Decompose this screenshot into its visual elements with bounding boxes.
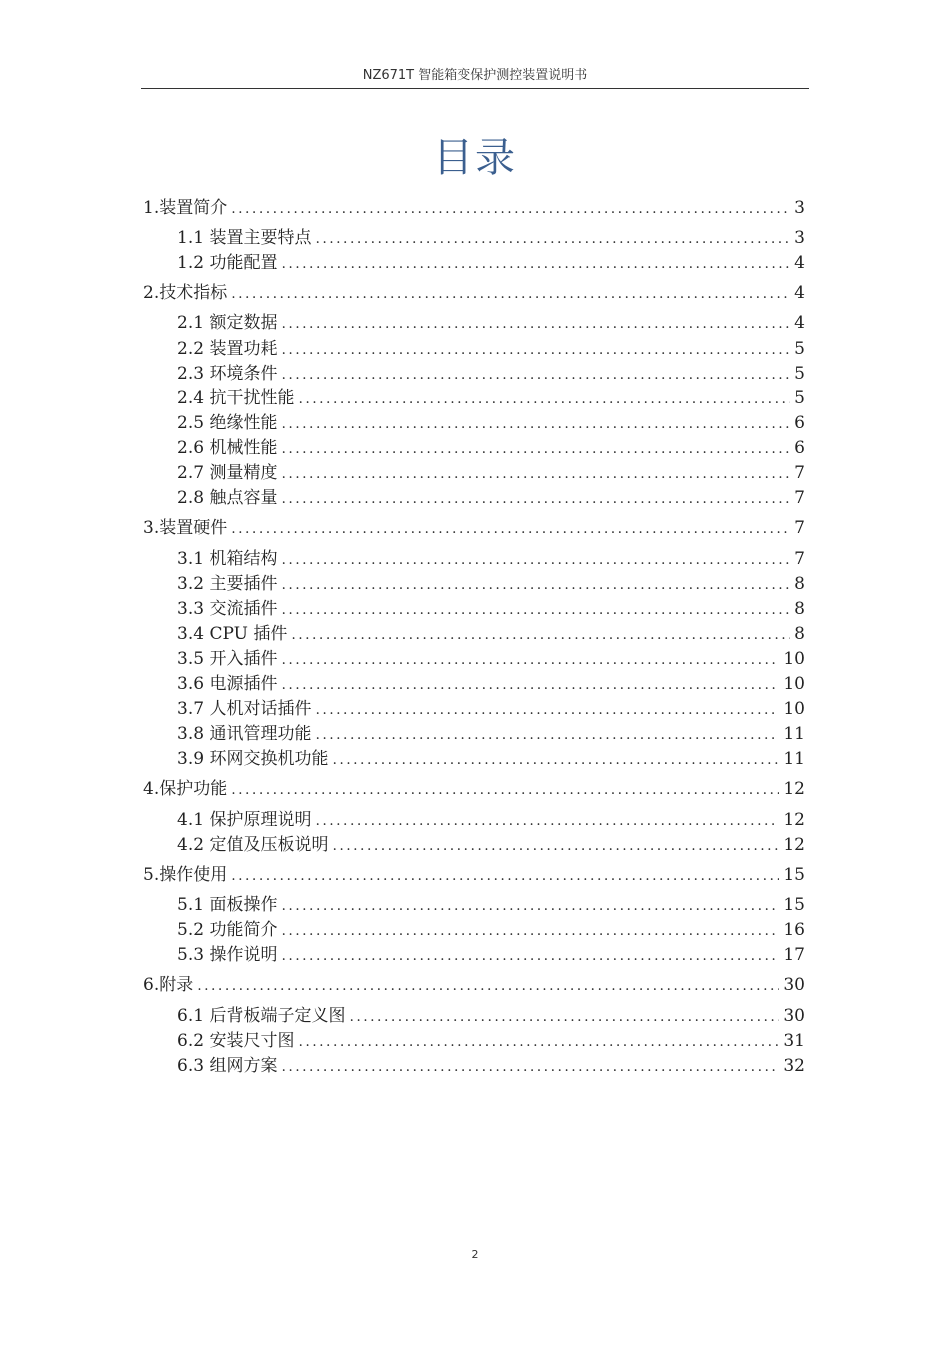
toc-entry[interactable] [177,386,805,410]
toc-entry[interactable] [177,362,805,386]
toc-entry-label: 2.2 装置功耗 [177,339,278,359]
toc-entry-label: 1.装置简介 [143,198,228,218]
toc-entry-page: 15 [783,895,805,915]
toc-leader-dots [281,894,779,918]
toc-entry-label: 2.5 绝缘性能 [177,413,278,433]
toc-entry-label: 3.8 通讯管理功能 [177,724,312,744]
toc-entry-label: 4.保护功能 [143,779,228,799]
toc-leader-dots [231,778,779,802]
toc-entry[interactable] [177,672,805,696]
toc-entry-label: 2.技术指标 [143,283,228,303]
toc-entry[interactable] [177,337,805,361]
toc-entry[interactable] [177,747,805,771]
toc-leader-dots [298,387,790,411]
toc-entry[interactable] [143,281,805,305]
toc-leader-dots [231,864,779,888]
toc-entry-label: 5.2 功能简介 [177,920,278,940]
toc-leader-dots [281,462,790,486]
toc-entry-label: 4.1 保护原理说明 [177,810,312,830]
toc-entry-page: 7 [794,488,805,508]
toc-entry-label: 6.附录 [143,975,194,995]
toc-entry[interactable] [177,697,805,721]
toc-entry-label: 3.7 人机对话插件 [177,699,312,719]
toc-entry-label: 3.5 开入插件 [177,649,278,669]
toc-entry-page: 30 [783,975,805,995]
toc-entry-label: 4.2 定值及压板说明 [177,835,329,855]
toc-leader-dots [281,648,779,672]
toc-leader-dots [281,412,790,436]
toc-leader-dots [315,809,779,833]
toc-entry-label: 2.3 环境条件 [177,364,278,384]
toc-leader-dots [298,1030,779,1054]
toc-leader-dots [315,227,790,251]
toc-entry[interactable] [177,622,805,646]
toc-leader-dots [281,598,790,622]
toc-entry[interactable] [177,808,805,832]
toc-entry[interactable] [177,647,805,671]
toc-entry-label: 2.1 额定数据 [177,313,278,333]
toc-leader-dots [281,312,790,336]
toc-entry-label: 2.6 机械性能 [177,438,278,458]
toc-entry-label: 2.7 测量精度 [177,463,278,483]
toc-entry-page: 7 [794,463,805,483]
toc-entry-label: 3.3 交流插件 [177,599,278,619]
page-header: NZ671T 智能箱变保护测控装置说明书 [141,66,809,89]
toc-leader-dots [281,1055,779,1079]
toc-entry-page: 6 [794,438,805,458]
toc-entry-page: 8 [794,599,805,619]
toc-entry[interactable] [177,226,805,250]
toc-entry[interactable] [177,943,805,967]
toc-entry-page: 31 [783,1031,805,1051]
toc-entry-label: 3.2 主要插件 [177,574,278,594]
toc-entry-page: 12 [783,835,805,855]
toc-leader-dots [281,673,779,697]
toc-leader-dots [315,723,779,747]
toc-entry[interactable] [143,196,805,220]
toc-entry-page: 5 [794,364,805,384]
toc-entry-page: 15 [783,865,805,885]
toc-entry-page: 7 [794,518,805,538]
toc-entry-label: 5.操作使用 [143,865,228,885]
toc-entry-page: 8 [794,624,805,644]
toc-entry-page: 11 [783,724,805,744]
toc-entry[interactable] [143,777,805,801]
toc-leader-dots [231,197,790,221]
toc-leader-dots [291,623,790,647]
toc-leader-dots [281,437,790,461]
toc-entry[interactable] [177,311,805,335]
toc-entry-page: 32 [783,1056,805,1076]
toc-entry-label: 1.2 功能配置 [177,253,278,273]
toc-entry-label: 3.4 CPU 插件 [177,624,288,644]
toc-entry-label: 3.1 机箱结构 [177,549,278,569]
toc-entry-label: 3.装置硬件 [143,518,228,538]
toc-entry-page: 10 [783,674,805,694]
toc-leader-dots [281,944,779,968]
toc-entry-page: 7 [794,549,805,569]
toc-entry-page: 16 [783,920,805,940]
toc-entry[interactable] [143,516,805,540]
toc-leader-dots [281,252,790,276]
toc-leader-dots [315,698,779,722]
toc-entry-page: 4 [794,283,805,303]
toc-entry[interactable] [177,893,805,917]
toc-entry-page: 8 [794,574,805,594]
toc-entry[interactable] [177,547,805,571]
toc-entry-page: 5 [794,388,805,408]
toc-entry[interactable] [177,572,805,596]
toc-leader-dots [281,548,790,572]
toc-leader-dots [281,363,790,387]
toc-entry-label: 2.8 触点容量 [177,488,278,508]
toc-entry-label: 1.1 装置主要特点 [177,228,312,248]
toc-entry[interactable] [177,436,805,460]
toc-entry[interactable] [177,597,805,621]
toc-entry-label: 6.2 安装尺寸图 [177,1031,295,1051]
toc-entry-page: 12 [783,810,805,830]
toc-entry[interactable] [143,973,805,997]
toc-entry[interactable] [177,722,805,746]
toc-leader-dots [332,834,779,858]
toc-entry-page: 5 [794,339,805,359]
toc-entry-page: 4 [794,313,805,333]
page-number: 2 [471,1248,479,1261]
toc-entry[interactable] [177,1054,805,1078]
toc-entry-label: 6.1 后背板端子定义图 [177,1006,346,1026]
toc-entry[interactable] [177,461,805,485]
toc-leader-dots [281,487,790,511]
toc-entry[interactable] [143,863,805,887]
toc-leader-dots [349,1005,779,1029]
toc-leader-dots [281,919,779,943]
toc-entry-page: 12 [783,779,805,799]
toc-entry[interactable] [177,833,805,857]
toc-entry-label: 5.1 面板操作 [177,895,278,915]
toc-entry[interactable] [177,486,805,510]
toc-title: 目录 [433,135,517,181]
toc-leader-dots [281,338,790,362]
toc-entry-page: 3 [794,228,805,248]
toc-leader-dots [281,573,790,597]
toc-entry-label: 2.4 抗干扰性能 [177,388,295,408]
toc-entry-page: 6 [794,413,805,433]
toc-entry-label: 3.6 电源插件 [177,674,278,694]
toc-entry[interactable] [177,1029,805,1053]
toc-entry-page: 17 [783,945,805,965]
toc-entry-page: 10 [783,649,805,669]
toc-leader-dots [231,282,790,306]
toc-entry-label: 6.3 组网方案 [177,1056,278,1076]
toc-leader-dots [197,974,779,998]
toc-entry-page: 30 [783,1006,805,1026]
toc-entry-page: 10 [783,699,805,719]
toc-entry[interactable] [177,411,805,435]
toc-entry-page: 11 [783,749,805,769]
toc-entry-label: 5.3 操作说明 [177,945,278,965]
toc-entry-label: 3.9 环网交换机功能 [177,749,329,769]
toc-leader-dots [231,517,790,541]
toc-entry-page: 4 [794,253,805,273]
toc-entry-page: 3 [794,198,805,218]
toc-entry[interactable] [177,251,805,275]
toc-leader-dots [332,748,779,772]
toc-entry[interactable] [177,1004,805,1028]
toc-entry[interactable] [177,918,805,942]
